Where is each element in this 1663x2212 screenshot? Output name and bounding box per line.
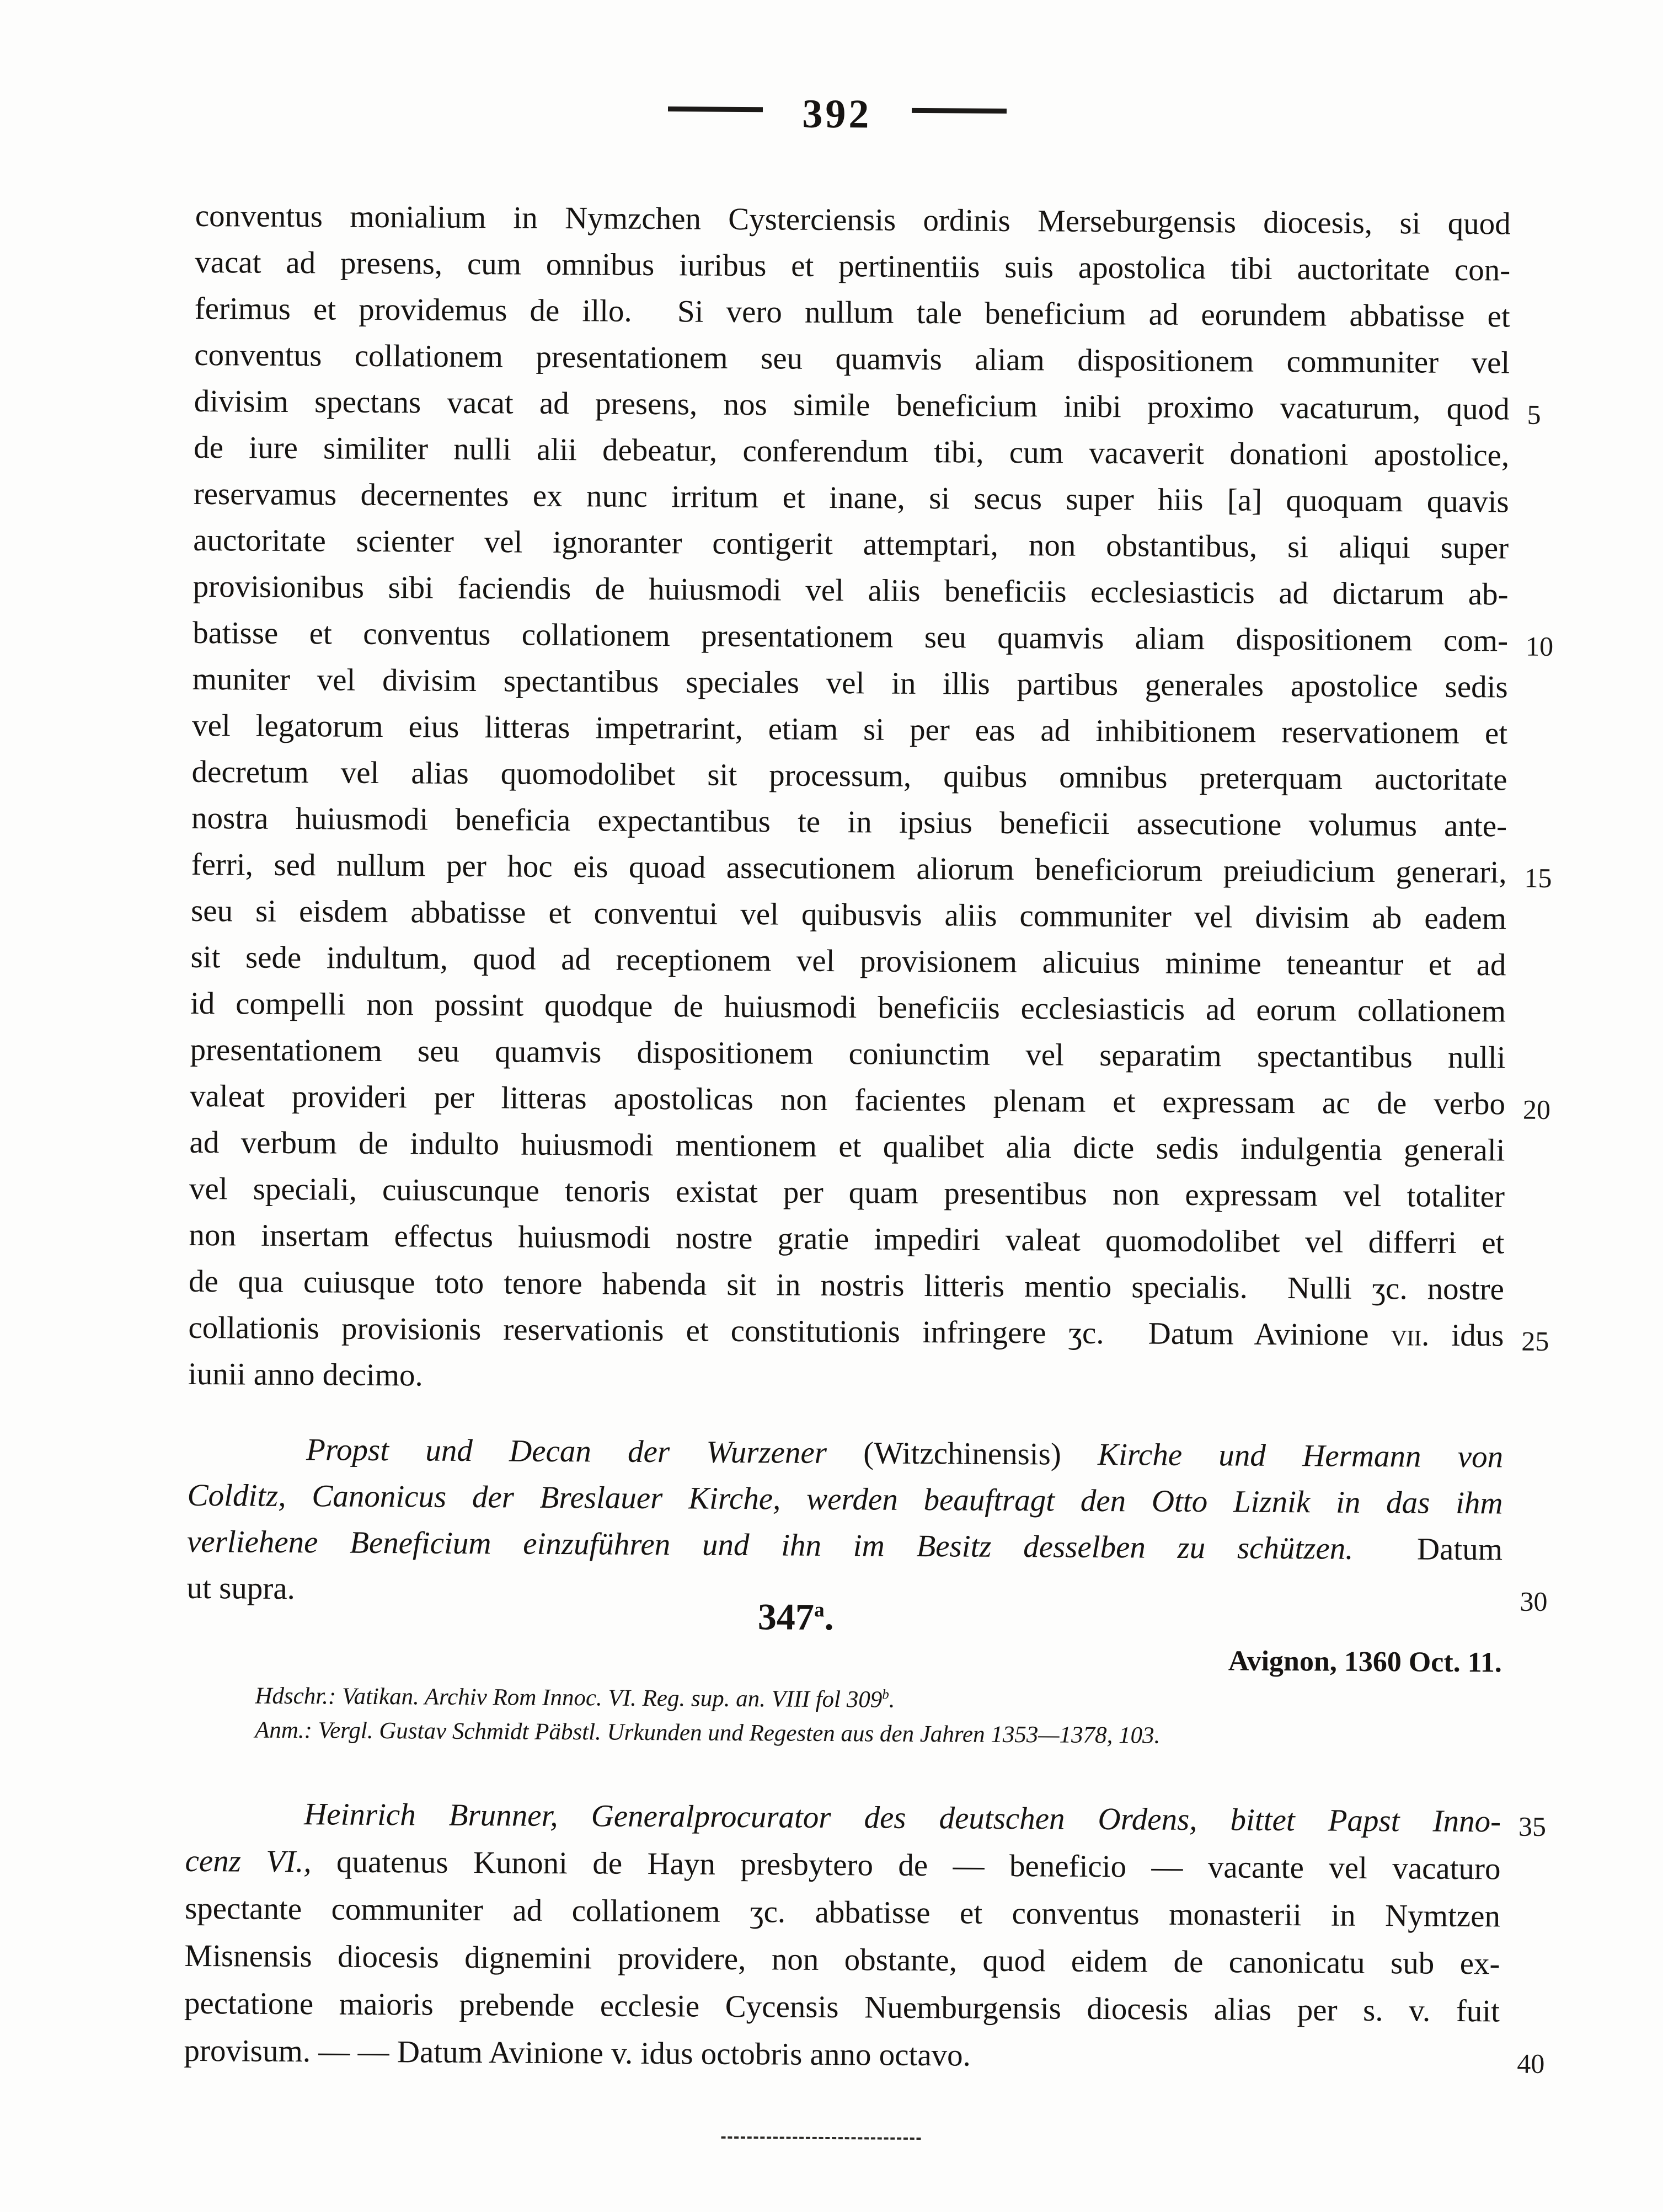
margin-line-number: 10	[1525, 630, 1554, 662]
text-segment: Hdschr.: Vatikan. Archiv Rom Innoc. VI. Reg. sup. an. VIII fol 309	[255, 1683, 883, 1713]
text-line	[190, 1027, 1505, 1081]
scan-content	[0, 86, 1663, 2144]
text-segment: decretum vel alias quomodolibet sit processum, quibus omnibus preterquam auctoritate	[191, 754, 1507, 797]
text-segment: .	[889, 1686, 895, 1713]
text-line	[194, 332, 1510, 387]
text-segment: ut supra.	[186, 1570, 296, 1606]
margin-line-number: 15	[1524, 862, 1552, 893]
text-segment: de iure similiter nulli alii debeatur, conferendum tibi, cum vacaverit donationi apostolice,	[194, 430, 1510, 473]
margin-line-number: 20	[1522, 1094, 1551, 1125]
text-segment: pectatione maioris prebende ecclesie Cycensis Nuemburgensis diocesis alias per s. v. fuit	[184, 1985, 1500, 2029]
text-segment: vii.	[1391, 1317, 1430, 1353]
text-segment: spectante communiter ad collationem ʒc. abbatisse et conventus monasterii in Nymtzen	[184, 1890, 1501, 1934]
text-segment: collationis provisionis reservationis et constitutionis infringere ʒc. Datum Avinione	[188, 1310, 1391, 1353]
text-line	[189, 1166, 1505, 1220]
margin-line-number: 35	[1518, 1811, 1547, 1842]
margin-line-number: 5	[1527, 399, 1541, 430]
text-segment: Anm.: Vergl. Gustav Schmidt Päbstl. Urkunden und Regesten aus den Jahren 1353—1378, 103.	[254, 1717, 1161, 1749]
text-segment: Misnensis diocesis dignemini providere, non obstante, quod eidem de canonicatu sub ex-	[184, 1938, 1500, 1981]
text-line	[193, 517, 1509, 572]
text-line	[191, 888, 1506, 942]
header-rule-left	[667, 106, 762, 112]
text-line	[194, 378, 1509, 433]
text-line	[188, 1351, 1504, 1406]
text-segment: Colditz, Canonicus der Breslauer Kirche, werden beauftragt den Otto Liznik in das ihm	[187, 1477, 1503, 1521]
text-segment: conventus monialium in Nymzchen Cysterciensis ordinis Merseburgensis diocesis, si quod	[195, 198, 1511, 242]
header-rule-right	[911, 108, 1006, 114]
text-line	[195, 286, 1510, 340]
text-line	[255, 1713, 1501, 1755]
bottom-dashed-rule	[721, 2136, 921, 2140]
text-line	[188, 1426, 1503, 1481]
text-line	[187, 1519, 1502, 1573]
text-line	[194, 425, 1509, 479]
text-segment: conventus collationem presentationem seu quamvis aliam dispositionem communiter vel	[194, 337, 1510, 381]
text-segment: Kirche und Hermann von	[1097, 1437, 1504, 1475]
text-segment: idus	[1429, 1317, 1504, 1353]
text-line	[192, 703, 1507, 757]
text-segment: ferimus et providemus de illo. Si vero nullum tale beneficium ad eorundem abbatisse et	[194, 291, 1510, 334]
text-segment: ad verbum de indulto huiusmodi mentionem et qualibet alia dicte sedis indulgentia generali	[189, 1124, 1505, 1168]
page-header	[6, 86, 1663, 136]
text-line	[192, 656, 1507, 711]
text-segment: vel legatorum eius litteras impetrarint, etiam si per eas ad inhibitionem reservationem et	[191, 708, 1508, 751]
text-segment: (Witzchinensis)	[863, 1436, 1098, 1472]
text-line	[189, 1212, 1504, 1267]
text-line	[185, 1838, 1500, 1893]
text-line	[190, 1073, 1505, 1128]
text-segment: Propst und Decan der Wurzener	[306, 1432, 864, 1471]
text-segment: provisionibus sibi faciendis de huiusmodi vel aliis beneficiis ecclesiasticis ad dictarum ab-	[192, 569, 1509, 612]
petition-paragraph	[184, 1790, 1547, 2083]
text-segment: Datum	[1416, 1531, 1503, 1567]
text-segment: quatenus Kunoni de Hayn presbytero de — beneficio — vacante vel vacaturo	[336, 1844, 1501, 1887]
text-segment: reservamus decernentes ex nunc irritum et inane, si secus super hiis [a] quoquam quavis	[193, 476, 1509, 519]
text-line	[193, 471, 1509, 526]
text-segment: b	[882, 1687, 889, 1702]
text-segment: divisim spectans vacat ad presens, nos simile beneficium inibi proximo vacaturum, quod	[194, 383, 1510, 427]
text-line	[192, 564, 1508, 618]
text-segment: auctoritate scienter vel ignoranter contigerit attemptari, non obstantibus, si aliqui super	[193, 522, 1509, 566]
text-segment: vacat ad presens, cum omnibus iuribus et pertinentiis suis apostolica tibi auctoritate con-	[195, 244, 1511, 288]
text-segment: seu si eisdem abbatisse et conventui vel quibusvis aliis communiter vel divisim ab eadem	[190, 893, 1507, 936]
text-line	[195, 193, 1511, 248]
entry-dateline: Avignon, 1360 Oct. 11.	[1228, 1645, 1502, 1679]
entry-heading	[138, 1591, 1453, 1642]
margin-line-number: 30	[1520, 1586, 1548, 1617]
german-summary-paragraph	[186, 1426, 1548, 1620]
text-line	[185, 1885, 1500, 1941]
text-line	[184, 1932, 1500, 1988]
text-segment: valeat provideri per litteras apostolicas non facientes plenam et expressam ac de verbo	[189, 1078, 1506, 1122]
text-line	[192, 610, 1508, 665]
text-segment: sit sede indultum, quod ad receptionem vel provisionem alicuius minime teneantur et ad	[190, 939, 1506, 983]
text-line	[189, 1258, 1504, 1313]
latin-letter-paragraph	[188, 193, 1554, 1406]
text-line	[190, 981, 1506, 1035]
text-block	[184, 193, 1554, 2144]
entry-number: 347	[757, 1595, 815, 1638]
text-segment: id compelli non possint quodque de huiusmodi beneficiis ecclesiasticis ad eorum collationem	[190, 986, 1506, 1029]
text-line	[184, 2027, 1499, 2083]
margin-line-number: 25	[1521, 1325, 1549, 1357]
source-notes	[186, 1679, 1502, 1755]
text-segment: vel speciali, cuiuscunque tenoris existat per quam presentibus non expressam vel totaliter	[189, 1171, 1505, 1214]
page-number: 392	[802, 91, 872, 137]
text-line	[191, 749, 1507, 804]
entry-number-superscript: a	[814, 1599, 825, 1622]
entry-number-period: .	[824, 1595, 834, 1638]
text-segment: muniter vel divisim spectantibus speciales vel in illis partibus generales apostolice sedis	[192, 661, 1508, 705]
text-segment: iunii anno decimo.	[188, 1356, 424, 1393]
text-segment: provisum. — — Datum Avinione v. idus octobris anno octavo.	[184, 2033, 971, 2073]
text-line	[190, 934, 1506, 989]
text-line	[187, 1472, 1502, 1527]
text-segment: presentationem seu quamvis dispositionem coniunctim vel separatim spectantibus nulli	[190, 1032, 1506, 1075]
text-segment: cenz VI.,	[185, 1843, 337, 1879]
text-segment: batisse et conventus collationem presentationem seu quamvis aliam dispositionem com-	[192, 615, 1509, 658]
text-line	[195, 239, 1510, 294]
text-segment: non insertam effectus huiusmodi nostre gratie impediri valeat quomodolibet vel differri et	[189, 1217, 1505, 1261]
text-line	[189, 1120, 1505, 1174]
text-segment: nostra huiusmodi beneficia expectantibus te in ipsius beneficii assecutione volumus ante-	[191, 800, 1507, 844]
text-segment: ferri, sed nullum per hoc eis quoad assecutionem aliorum beneficiorum preiudicium generari,	[191, 847, 1507, 890]
text-segment: verliehene Beneficium einzuführen und ihn im Besitz desselben zu schützen.	[186, 1524, 1418, 1567]
text-segment: de qua cuiusque toto tenore habenda sit in nostris litteris mentio specialis. Nulli ʒc. nostre	[188, 1263, 1505, 1307]
text-line	[191, 842, 1506, 896]
text-line	[188, 1305, 1504, 1359]
text-segment: Heinrich Brunner, Generalprocurator des deutschen Ordens, bittet Papst Inno-	[303, 1797, 1501, 1839]
margin-line-number: 40	[1517, 2048, 1545, 2079]
text-line	[185, 1790, 1501, 1846]
text-line	[191, 795, 1507, 850]
text-line	[184, 1980, 1500, 2036]
